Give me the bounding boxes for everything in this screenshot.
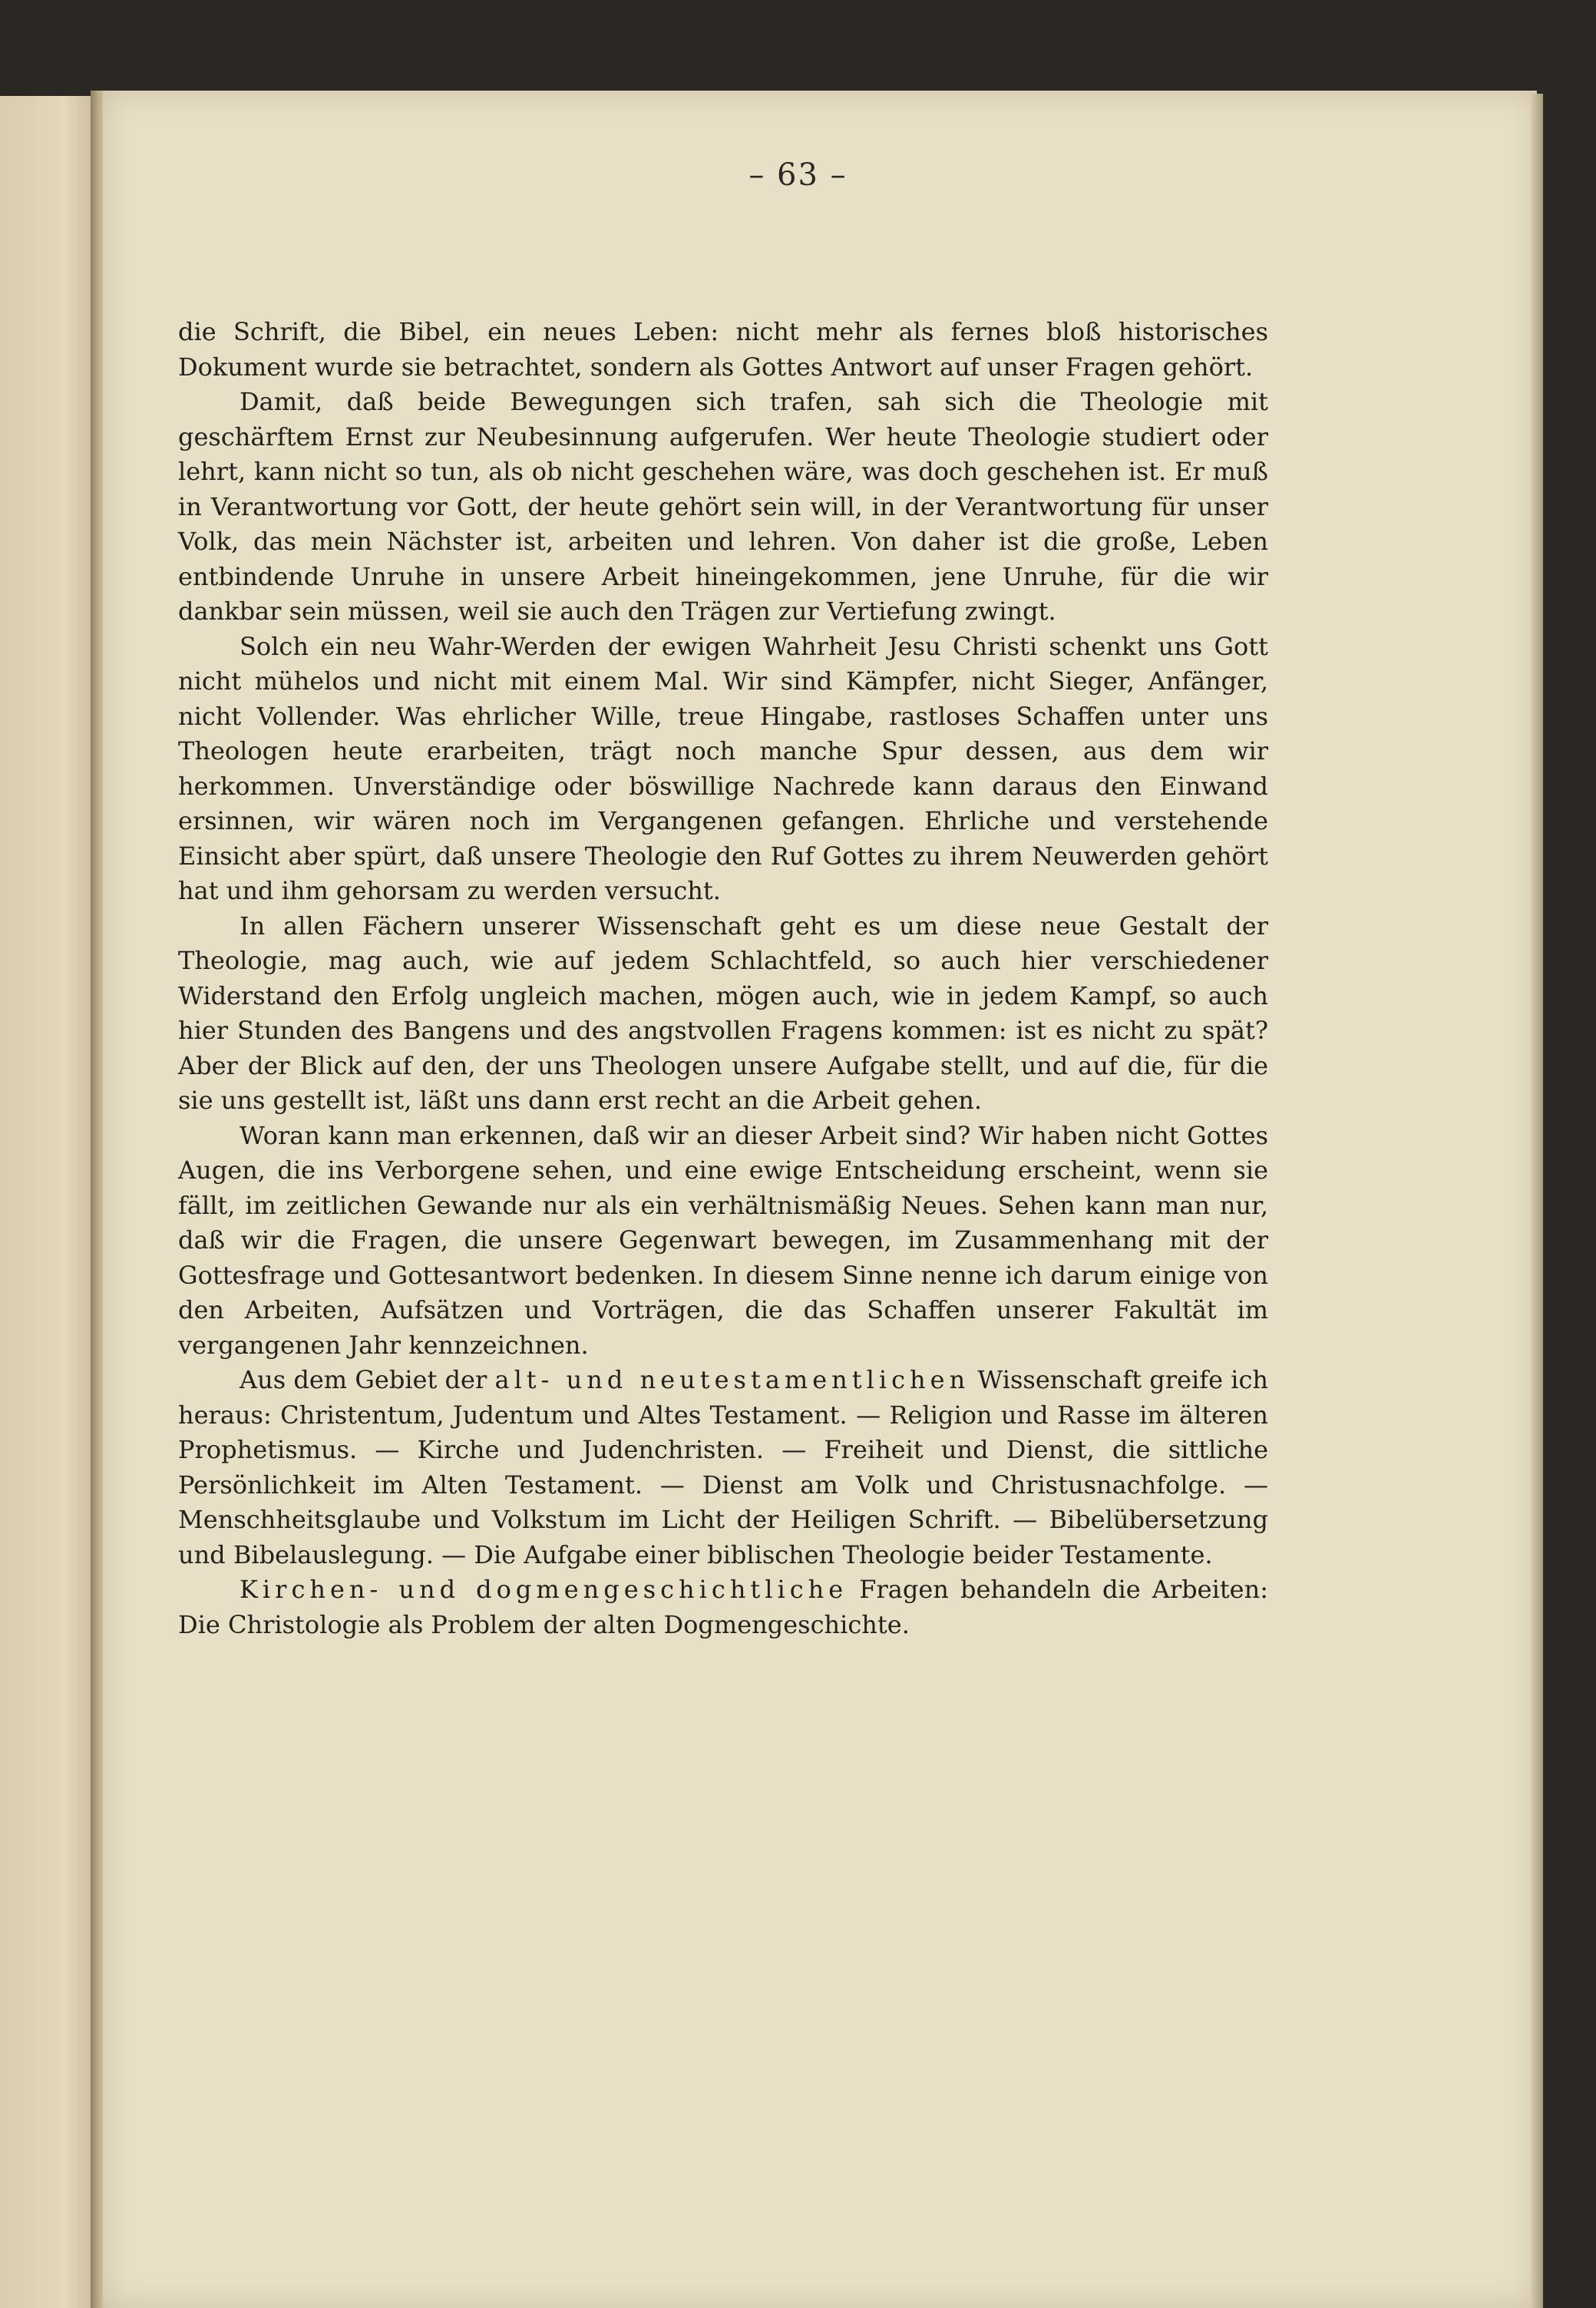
page-right-edge	[1531, 94, 1543, 2308]
paragraph-text: Aus dem Gebiet der	[240, 1365, 495, 1394]
paragraph: Solch ein neu Wahr-Werden der ewigen Wahrheit Jesu Christi schenkt uns Gott nicht mühelos und nicht mit einem Mal. Wir sind Kämpfer, nicht Sieger, Anfänger, nicht Vollender. Was ehrlicher Wille, treue Hingabe, rastloses Schaffen unter uns Theologen heute erarbeiten, trägt noch manche Spur dessen, aus dem wir herkommen. Unverständige oder böswillige Nachrede kann daraus den Einwand ersinnen, wir wären noch im Vergangenen gefangen. Ehrliche und verstehende Einsicht aber spürt, daß unsere Theologie den Ruf Gottes zu ihrem Neuwerden gehört hat und ihm gehorsam zu werden versucht.	[178, 631, 1268, 905]
body-text	[178, 315, 1268, 1642]
paragraph: In allen Fächern unserer Wissenschaft geht es um diese neue Gestalt der Theologie, mag auch, wie auf jedem Schlachtfeld, so auch hier verschiedener Widerstand den Erfolg ungleich machen, mögen auch, wie in jedem Kampf, so auch hier Stunden des Bangens und des angstvollen Fragens kommen: ist es nicht zu spät? Aber der Blick auf den, der uns Theologen unsere Aufgabe stellt, und auf die, für die sie uns gestellt ist, läßt uns dann erst recht an die Arbeit gehen.	[178, 911, 1268, 1115]
paragraph: Woran kann man erkennen, daß wir an dieser Arbeit sind? Wir haben nicht Gottes Augen, die ins Verborgene sehen, und eine ewige Entscheidung erscheint, wenn sie fällt, im zeitlichen Gewande nur als ein verhältnismäßig Neues. Sehen kann man nur, daß wir die Fragen, die unsere Gegenwart bewegen, im Zusammenhang mit der Gottesfrage und Gottesantwort bedenken. In diesem Sinne nenne ich darum einige von den Arbeiten, Aufsätzen und Vorträgen, die das Schaffen unserer Fakultät im vergangenen Jahr kennzeichnen.	[178, 1120, 1268, 1360]
paragraph: Damit, daß beide Bewegungen sich trafen, sah sich die Theologie mit geschärftem Ernst zur Neubesinnung aufgerufen. Wer heute Theologie studiert oder lehrt, kann nicht so tun, als ob nicht geschehen wäre, was doch geschehen ist. Er muß in Verantwortung vor Gott, der heute gehört sein will, in der Verantwortung für unser Volk, das mein Nächster ist, arbeiten und lehren. Von daher ist die große, Leben entbindende Unruhe in unsere Arbeit hineingekommen, jene Unruhe, für die wir dankbar sein müssen, weil sie auch den Trägen zur Vertiefung zwingt.	[178, 387, 1268, 626]
paragraph-text: Wissenschaft greife ich heraus: Christentum, Judentum und Altes Testament. — Religion und Rasse im älteren Prophetismus. — Kirche und Judenchristen. — Freiheit und Dienst, die sittliche Persönlichkeit im Alten Testament. — Dienst am Volk und Christusnachfolge. — Menschheitsglaube und Volkstum im Licht der Heiligen Schrift. — Bibelübersetzung und Bibelauslegung. — Die Aufgabe einer biblischen Theologie beider Testamente.	[178, 1365, 1269, 1569]
paragraph-text: Fragen behandeln die Arbeiten: Die Christologie als Problem der alten Dogmengeschichte.	[178, 1575, 1269, 1639]
page-number: – 63 –	[748, 157, 848, 193]
emphasized-term: alt- und neutestamentlichen	[494, 1365, 970, 1394]
paragraph: die Schrift, die Bibel, ein neues Leben: nicht mehr als fernes bloß historisches Dokument wurde sie betrachtet, sondern als Gottes Antwort auf unser Fragen gehört.	[178, 317, 1268, 382]
emphasized-term: Kirchen- und dogmengeschichtliche	[240, 1575, 848, 1604]
paragraph	[178, 1572, 1268, 1642]
left-page-edge	[0, 96, 92, 2308]
paragraph	[178, 1363, 1268, 1572]
